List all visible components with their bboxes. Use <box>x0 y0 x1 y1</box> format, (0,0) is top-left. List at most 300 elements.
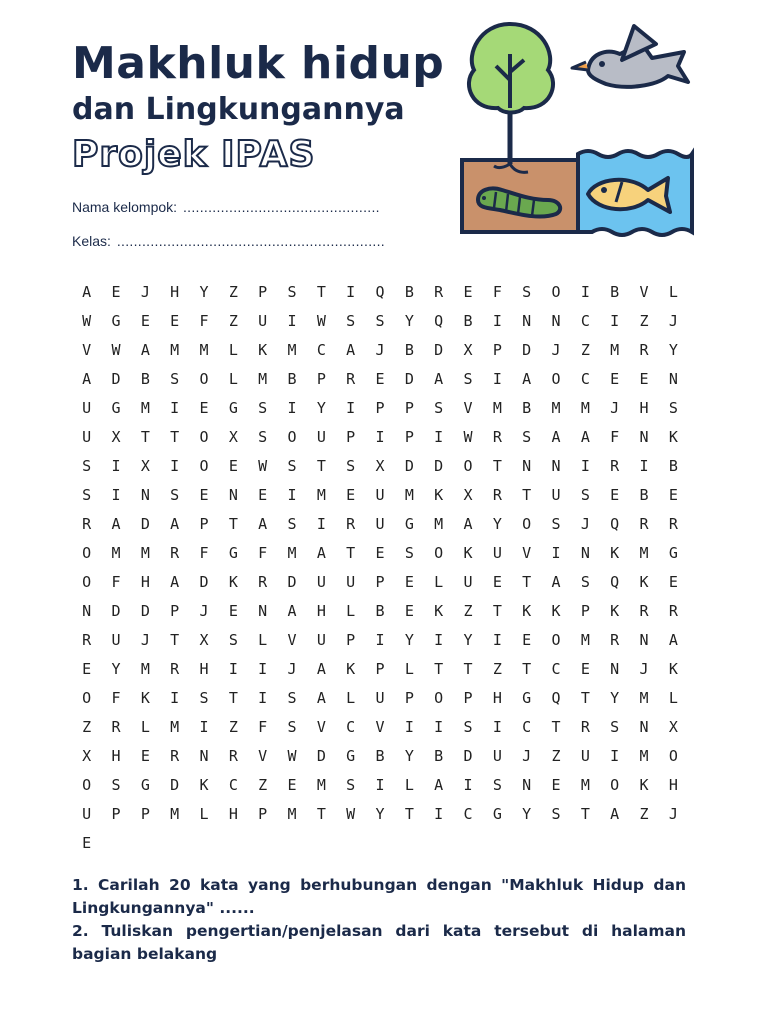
grid-letter[interactable]: M <box>287 805 297 823</box>
grid-letter[interactable]: O <box>82 689 92 707</box>
grid-letter[interactable]: G <box>492 805 502 823</box>
grid-letter[interactable]: O <box>199 428 209 446</box>
grid-letter[interactable]: U <box>316 428 326 446</box>
grid-letter[interactable]: T <box>228 689 238 707</box>
grid-letter[interactable]: C <box>551 660 561 678</box>
grid-letter[interactable]: S <box>287 718 297 736</box>
grid-letter[interactable]: G <box>111 312 121 330</box>
grid-letter[interactable]: U <box>580 747 590 765</box>
grid-letter[interactable]: I <box>551 544 561 562</box>
grid-letter[interactable]: E <box>463 283 473 301</box>
grid-letter[interactable]: L <box>404 660 414 678</box>
grid-letter[interactable]: M <box>140 544 150 562</box>
grid-letter[interactable]: E <box>668 573 678 591</box>
grid-letter[interactable]: A <box>551 428 561 446</box>
grid-letter[interactable]: S <box>610 718 620 736</box>
grid-letter[interactable]: I <box>639 457 649 475</box>
grid-letter[interactable]: Q <box>434 312 444 330</box>
grid-letter[interactable]: Y <box>375 805 385 823</box>
grid-letter[interactable]: Z <box>228 718 238 736</box>
grid-letter[interactable]: M <box>610 341 620 359</box>
grid-letter[interactable]: A <box>316 660 326 678</box>
grid-letter[interactable]: P <box>375 573 385 591</box>
grid-letter[interactable]: O <box>199 457 209 475</box>
word-search-grid[interactable] <box>72 278 688 858</box>
grid-letter[interactable]: E <box>228 457 238 475</box>
grid-letter[interactable]: G <box>140 776 150 794</box>
grid-letter[interactable]: G <box>228 544 238 562</box>
grid-letter[interactable]: X <box>463 486 473 504</box>
grid-letter[interactable]: S <box>287 457 297 475</box>
grid-letter[interactable]: Y <box>463 631 473 649</box>
grid-letter[interactable]: I <box>258 660 268 678</box>
grid-letter[interactable]: I <box>610 747 620 765</box>
grid-letter[interactable]: I <box>258 689 268 707</box>
grid-letter[interactable]: E <box>346 486 356 504</box>
grid-letter[interactable]: A <box>316 544 326 562</box>
grid-letter[interactable]: V <box>82 341 92 359</box>
grid-letter[interactable]: F <box>258 544 268 562</box>
grid-letter[interactable]: I <box>287 486 297 504</box>
grid-letter[interactable]: Q <box>551 689 561 707</box>
grid-letter[interactable]: S <box>82 486 92 504</box>
grid-letter[interactable]: M <box>140 399 150 417</box>
grid-letter[interactable]: I <box>492 631 502 649</box>
grid-letter[interactable]: J <box>610 399 620 417</box>
grid-letter[interactable]: Z <box>492 660 502 678</box>
grid-letter[interactable]: U <box>551 486 561 504</box>
grid-letter[interactable]: Z <box>228 312 238 330</box>
grid-letter[interactable]: G <box>668 544 678 562</box>
grid-letter[interactable]: K <box>228 573 238 591</box>
grid-letter[interactable]: P <box>492 341 502 359</box>
grid-letter[interactable]: P <box>258 805 268 823</box>
grid-letter[interactable]: M <box>639 689 649 707</box>
grid-letter[interactable]: M <box>170 805 180 823</box>
grid-letter[interactable]: I <box>492 370 502 388</box>
grid-letter[interactable]: N <box>639 718 649 736</box>
grid-letter[interactable]: W <box>463 428 473 446</box>
grid-letter[interactable]: K <box>434 486 444 504</box>
grid-letter[interactable]: Z <box>639 312 649 330</box>
grid-letter[interactable]: P <box>199 515 209 533</box>
grid-letter[interactable]: S <box>580 573 590 591</box>
grid-letter[interactable]: E <box>199 486 209 504</box>
grid-letter[interactable]: B <box>522 399 532 417</box>
grid-letter[interactable]: M <box>639 544 649 562</box>
grid-letter[interactable]: V <box>258 747 268 765</box>
grid-letter[interactable]: K <box>551 602 561 620</box>
grid-letter[interactable]: D <box>140 515 150 533</box>
grid-letter[interactable]: X <box>140 457 150 475</box>
grid-letter[interactable]: R <box>170 660 180 678</box>
grid-letter[interactable]: I <box>463 776 473 794</box>
grid-letter[interactable]: E <box>140 747 150 765</box>
grid-letter[interactable]: F <box>199 544 209 562</box>
grid-letter[interactable]: J <box>140 631 150 649</box>
grid-letter[interactable]: U <box>82 428 92 446</box>
grid-letter[interactable]: I <box>228 660 238 678</box>
grid-letter[interactable]: E <box>170 312 180 330</box>
grid-letter[interactable]: Y <box>522 805 532 823</box>
grid-letter[interactable]: R <box>434 283 444 301</box>
grid-letter[interactable]: U <box>375 689 385 707</box>
grid-letter[interactable]: E <box>610 486 620 504</box>
grid-letter[interactable]: K <box>140 689 150 707</box>
grid-letter[interactable]: C <box>580 370 590 388</box>
grid-letter[interactable]: O <box>287 428 297 446</box>
grid-letter[interactable]: N <box>140 486 150 504</box>
grid-letter[interactable]: X <box>463 341 473 359</box>
grid-letter[interactable]: L <box>346 602 356 620</box>
grid-letter[interactable]: N <box>639 631 649 649</box>
grid-letter[interactable]: F <box>111 573 121 591</box>
grid-letter[interactable]: R <box>610 631 620 649</box>
grid-letter[interactable]: H <box>228 805 238 823</box>
grid-letter[interactable]: I <box>316 515 326 533</box>
grid-letter[interactable]: W <box>287 747 297 765</box>
grid-letter[interactable]: K <box>434 602 444 620</box>
grid-letter[interactable]: D <box>522 341 532 359</box>
grid-letter[interactable]: S <box>463 718 473 736</box>
grid-letter[interactable]: U <box>346 573 356 591</box>
grid-letter[interactable]: Y <box>404 631 414 649</box>
grid-letter[interactable]: R <box>170 544 180 562</box>
grid-letter[interactable]: S <box>346 776 356 794</box>
grid-letter[interactable]: A <box>140 341 150 359</box>
grid-letter[interactable]: S <box>580 486 590 504</box>
grid-letter[interactable]: S <box>551 515 561 533</box>
grid-letter[interactable]: R <box>346 370 356 388</box>
grid-letter[interactable]: A <box>111 515 121 533</box>
grid-letter[interactable]: E <box>258 486 268 504</box>
grid-letter[interactable]: X <box>82 747 92 765</box>
grid-letter[interactable]: K <box>668 660 678 678</box>
grid-letter[interactable]: H <box>111 747 121 765</box>
grid-letter[interactable]: T <box>346 544 356 562</box>
grid-letter[interactable]: A <box>668 631 678 649</box>
grid-letter[interactable]: A <box>287 602 297 620</box>
grid-letter[interactable]: X <box>199 631 209 649</box>
grid-letter[interactable]: C <box>463 805 473 823</box>
grid-letter[interactable]: O <box>551 283 561 301</box>
grid-letter[interactable]: U <box>316 631 326 649</box>
grid-letter[interactable]: R <box>580 718 590 736</box>
grid-letter[interactable]: E <box>580 660 590 678</box>
grid-letter[interactable]: T <box>551 718 561 736</box>
grid-letter[interactable]: E <box>492 573 502 591</box>
grid-letter[interactable]: O <box>668 747 678 765</box>
grid-letter[interactable]: I <box>287 312 297 330</box>
grid-letter[interactable]: R <box>668 515 678 533</box>
grid-letter[interactable]: U <box>492 747 502 765</box>
grid-letter[interactable]: D <box>463 747 473 765</box>
grid-letter[interactable]: K <box>463 544 473 562</box>
grid-letter[interactable]: K <box>610 544 620 562</box>
grid-letter[interactable]: F <box>492 283 502 301</box>
grid-letter[interactable]: U <box>492 544 502 562</box>
grid-letter[interactable]: A <box>522 370 532 388</box>
grid-letter[interactable]: D <box>316 747 326 765</box>
grid-letter[interactable]: P <box>111 805 121 823</box>
grid-letter[interactable]: Y <box>404 312 414 330</box>
grid-letter[interactable]: M <box>580 776 590 794</box>
grid-letter[interactable]: N <box>580 544 590 562</box>
grid-letter[interactable]: V <box>375 718 385 736</box>
grid-letter[interactable]: T <box>170 428 180 446</box>
grid-letter[interactable]: S <box>228 631 238 649</box>
grid-letter[interactable]: D <box>140 602 150 620</box>
grid-letter[interactable]: O <box>463 457 473 475</box>
grid-letter[interactable]: R <box>639 341 649 359</box>
grid-letter[interactable]: N <box>82 602 92 620</box>
group-name-field[interactable] <box>72 199 380 215</box>
grid-letter[interactable]: Y <box>404 747 414 765</box>
grid-letter[interactable]: S <box>346 312 356 330</box>
grid-letter[interactable]: I <box>492 718 502 736</box>
grid-letter[interactable]: T <box>404 805 414 823</box>
grid-letter[interactable]: O <box>82 776 92 794</box>
grid-letter[interactable]: Z <box>82 718 92 736</box>
grid-letter[interactable]: S <box>170 486 180 504</box>
grid-letter[interactable]: H <box>668 776 678 794</box>
grid-letter[interactable]: G <box>404 515 414 533</box>
grid-letter[interactable]: A <box>610 805 620 823</box>
grid-letter[interactable]: I <box>170 399 180 417</box>
grid-letter[interactable]: G <box>522 689 532 707</box>
grid-letter[interactable]: J <box>668 312 678 330</box>
grid-letter[interactable]: P <box>375 399 385 417</box>
grid-letter[interactable]: I <box>375 776 385 794</box>
grid-letter[interactable]: T <box>492 457 502 475</box>
grid-letter[interactable]: J <box>668 805 678 823</box>
grid-letter[interactable]: W <box>111 341 121 359</box>
grid-letter[interactable]: N <box>639 428 649 446</box>
grid-letter[interactable]: A <box>346 341 356 359</box>
grid-letter[interactable]: P <box>463 689 473 707</box>
grid-letter[interactable]: M <box>492 399 502 417</box>
grid-letter[interactable]: S <box>82 457 92 475</box>
grid-letter[interactable]: Z <box>228 283 238 301</box>
grid-letter[interactable]: S <box>522 283 532 301</box>
grid-letter[interactable]: A <box>258 515 268 533</box>
grid-letter[interactable]: M <box>639 747 649 765</box>
grid-letter[interactable]: A <box>463 515 473 533</box>
grid-letter[interactable]: E <box>82 834 92 852</box>
grid-letter[interactable]: F <box>610 428 620 446</box>
grid-letter[interactable]: A <box>316 689 326 707</box>
grid-letter[interactable]: J <box>287 660 297 678</box>
grid-letter[interactable]: M <box>316 486 326 504</box>
grid-letter[interactable]: B <box>140 370 150 388</box>
grid-letter[interactable]: I <box>346 399 356 417</box>
grid-letter[interactable]: O <box>82 573 92 591</box>
grid-letter[interactable]: M <box>316 776 326 794</box>
grid-letter[interactable]: D <box>434 457 444 475</box>
grid-letter[interactable]: P <box>404 399 414 417</box>
grid-letter[interactable]: X <box>668 718 678 736</box>
grid-letter[interactable]: C <box>316 341 326 359</box>
grid-letter[interactable]: B <box>610 283 620 301</box>
grid-letter[interactable]: M <box>199 341 209 359</box>
grid-letter[interactable]: A <box>170 573 180 591</box>
grid-letter[interactable]: M <box>258 370 268 388</box>
grid-letter[interactable]: S <box>170 370 180 388</box>
grid-letter[interactable]: Y <box>199 283 209 301</box>
grid-letter[interactable]: B <box>668 457 678 475</box>
group-name-blank[interactable]: ............................................... <box>182 199 380 215</box>
grid-letter[interactable]: E <box>610 370 620 388</box>
grid-letter[interactable]: T <box>170 631 180 649</box>
grid-letter[interactable]: E <box>111 283 121 301</box>
grid-letter[interactable]: K <box>639 573 649 591</box>
grid-letter[interactable]: U <box>82 805 92 823</box>
grid-letter[interactable]: N <box>668 370 678 388</box>
grid-letter[interactable]: I <box>434 428 444 446</box>
grid-letter[interactable]: M <box>170 341 180 359</box>
grid-letter[interactable]: P <box>258 283 268 301</box>
grid-letter[interactable]: V <box>639 283 649 301</box>
grid-letter[interactable]: O <box>610 776 620 794</box>
grid-letter[interactable]: P <box>404 428 414 446</box>
grid-letter[interactable]: N <box>551 312 561 330</box>
grid-letter[interactable]: I <box>580 457 590 475</box>
grid-letter[interactable]: Z <box>551 747 561 765</box>
grid-letter[interactable]: Y <box>668 341 678 359</box>
grid-letter[interactable]: M <box>551 399 561 417</box>
grid-letter[interactable]: H <box>316 602 326 620</box>
grid-letter[interactable]: M <box>580 631 590 649</box>
grid-letter[interactable]: R <box>258 573 268 591</box>
grid-letter[interactable]: Z <box>580 341 590 359</box>
grid-letter[interactable]: I <box>287 399 297 417</box>
grid-letter[interactable]: I <box>375 428 385 446</box>
grid-letter[interactable]: E <box>551 776 561 794</box>
grid-letter[interactable]: N <box>199 747 209 765</box>
grid-letter[interactable]: H <box>639 399 649 417</box>
grid-letter[interactable]: Z <box>463 602 473 620</box>
grid-letter[interactable]: T <box>522 660 532 678</box>
grid-letter[interactable]: E <box>522 631 532 649</box>
grid-letter[interactable]: U <box>463 573 473 591</box>
grid-letter[interactable]: S <box>404 544 414 562</box>
grid-letter[interactable]: E <box>639 370 649 388</box>
grid-letter[interactable]: R <box>228 747 238 765</box>
grid-letter[interactable]: S <box>287 689 297 707</box>
grid-letter[interactable]: Z <box>639 805 649 823</box>
grid-letter[interactable]: S <box>463 370 473 388</box>
grid-letter[interactable]: E <box>404 573 414 591</box>
grid-letter[interactable]: K <box>199 776 209 794</box>
grid-letter[interactable]: S <box>346 457 356 475</box>
grid-letter[interactable]: B <box>639 486 649 504</box>
grid-letter[interactable]: N <box>228 486 238 504</box>
grid-letter[interactable]: E <box>228 602 238 620</box>
grid-letter[interactable]: J <box>375 341 385 359</box>
grid-letter[interactable]: H <box>199 660 209 678</box>
grid-letter[interactable]: K <box>639 776 649 794</box>
grid-letter[interactable]: I <box>404 718 414 736</box>
grid-letter[interactable]: D <box>111 602 121 620</box>
grid-letter[interactable]: Y <box>316 399 326 417</box>
grid-letter[interactable]: B <box>375 602 385 620</box>
grid-letter[interactable]: O <box>551 370 561 388</box>
grid-letter[interactable]: P <box>346 428 356 446</box>
grid-letter[interactable]: Q <box>610 515 620 533</box>
grid-letter[interactable]: E <box>82 660 92 678</box>
grid-letter[interactable]: I <box>111 457 121 475</box>
grid-letter[interactable]: N <box>610 660 620 678</box>
grid-letter[interactable]: R <box>639 515 649 533</box>
grid-letter[interactable]: R <box>346 515 356 533</box>
grid-letter[interactable]: W <box>258 457 268 475</box>
grid-letter[interactable]: C <box>228 776 238 794</box>
grid-letter[interactable]: J <box>580 515 590 533</box>
grid-letter[interactable]: T <box>522 486 532 504</box>
grid-letter[interactable]: S <box>522 428 532 446</box>
grid-letter[interactable]: L <box>228 341 238 359</box>
grid-letter[interactable]: L <box>258 631 268 649</box>
grid-letter[interactable]: K <box>668 428 678 446</box>
grid-letter[interactable]: D <box>199 573 209 591</box>
grid-letter[interactable]: J <box>140 283 150 301</box>
grid-letter[interactable]: N <box>522 312 532 330</box>
grid-letter[interactable]: M <box>111 544 121 562</box>
grid-letter[interactable]: E <box>375 370 385 388</box>
grid-letter[interactable]: R <box>492 428 502 446</box>
grid-letter[interactable]: S <box>199 689 209 707</box>
grid-letter[interactable]: I <box>580 283 590 301</box>
grid-letter[interactable]: U <box>316 573 326 591</box>
grid-letter[interactable]: P <box>375 660 385 678</box>
grid-letter[interactable]: M <box>404 486 414 504</box>
grid-letter[interactable]: I <box>492 312 502 330</box>
grid-letter[interactable]: T <box>492 602 502 620</box>
grid-letter[interactable]: L <box>346 689 356 707</box>
grid-letter[interactable]: R <box>668 602 678 620</box>
grid-letter[interactable]: I <box>199 718 209 736</box>
grid-letter[interactable]: G <box>346 747 356 765</box>
grid-letter[interactable]: R <box>82 515 92 533</box>
grid-letter[interactable]: H <box>492 689 502 707</box>
grid-letter[interactable]: H <box>170 283 180 301</box>
grid-letter[interactable]: S <box>375 312 385 330</box>
grid-letter[interactable]: L <box>434 573 444 591</box>
grid-letter[interactable]: A <box>170 515 180 533</box>
grid-letter[interactable]: T <box>140 428 150 446</box>
grid-letter[interactable]: I <box>434 805 444 823</box>
grid-letter[interactable]: R <box>610 457 620 475</box>
grid-letter[interactable]: T <box>316 457 326 475</box>
grid-letter[interactable]: T <box>316 283 326 301</box>
class-blank[interactable]: ................................................................ <box>116 233 385 249</box>
grid-letter[interactable]: P <box>140 805 150 823</box>
grid-letter[interactable]: B <box>404 341 414 359</box>
grid-letter[interactable]: N <box>522 457 532 475</box>
grid-letter[interactable]: L <box>668 283 678 301</box>
grid-letter[interactable]: Y <box>610 689 620 707</box>
grid-letter[interactable]: B <box>375 747 385 765</box>
grid-letter[interactable]: M <box>287 544 297 562</box>
grid-letter[interactable]: W <box>316 312 326 330</box>
grid-letter[interactable]: M <box>287 341 297 359</box>
grid-letter[interactable]: L <box>228 370 238 388</box>
grid-letter[interactable]: R <box>492 486 502 504</box>
grid-letter[interactable]: C <box>346 718 356 736</box>
grid-letter[interactable]: M <box>580 399 590 417</box>
grid-letter[interactable]: J <box>551 341 561 359</box>
grid-letter[interactable]: T <box>463 660 473 678</box>
